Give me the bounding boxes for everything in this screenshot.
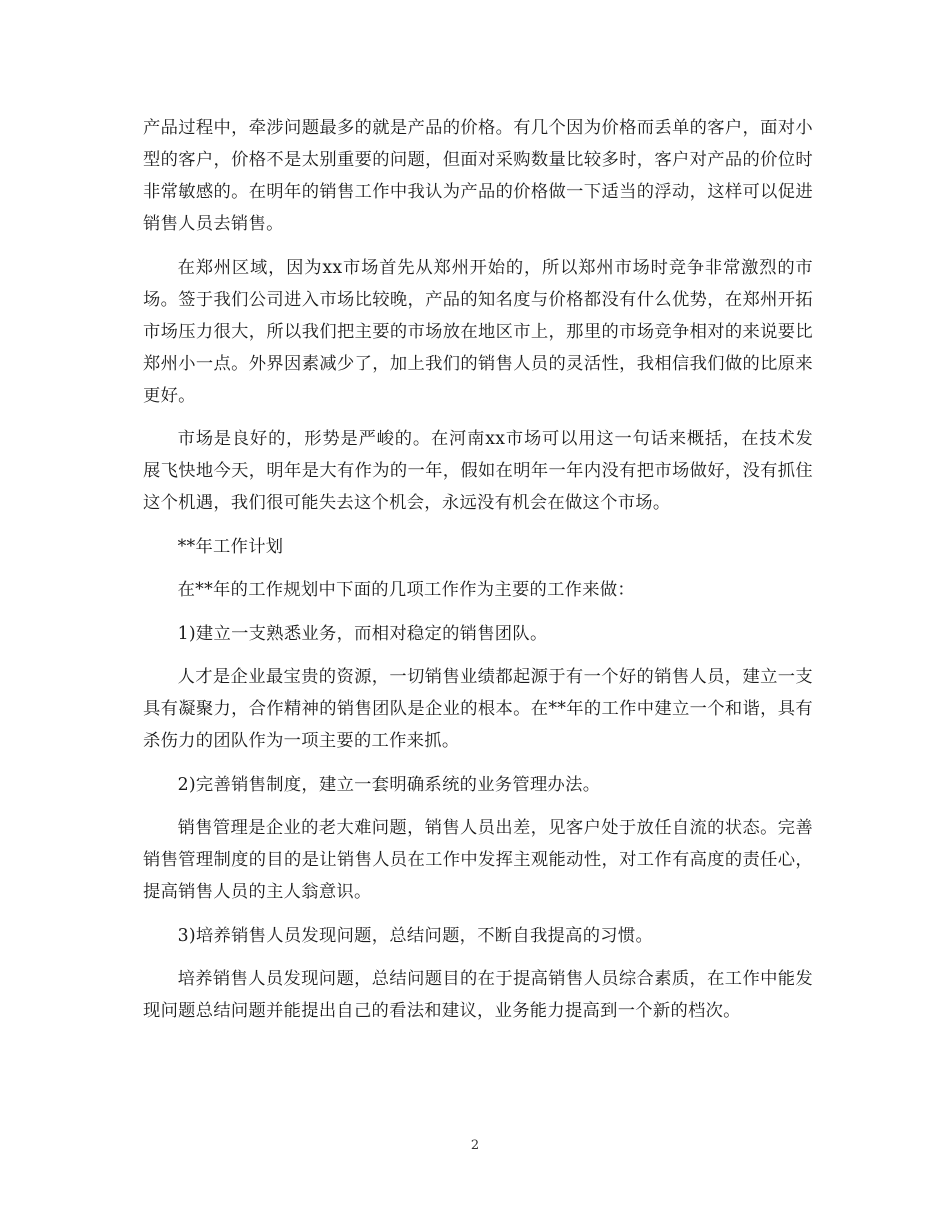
- plan-item-2-heading: 2)完善销售制度，建立一套明确系统的业务管理办法。: [177, 774, 601, 795]
- document-body: [143, 112, 813, 1039]
- plan-item-1-heading: 1)建立一支熟悉业务，而相对稳定的销售团队。: [177, 623, 548, 644]
- plan-item-3-heading: 3)培养销售人员发现问题，总结问题，不断自我提高的习惯。: [177, 925, 654, 946]
- section-heading-work-plan: **年工作计划: [177, 536, 284, 557]
- page-number: 2: [470, 1138, 480, 1153]
- paragraph-price-issue: 产品过程中，牵涉问题最多的就是产品的价格。有几个因为价格而丢单的客户，面对小型的客户，价格不是太别重要的问题，但面对采购数量比较多时，客户对产品的价位时非常敏感的。在明年的销售工作中我认为产品的价格做一下适当的浮动，这样可以促进销售人员去销售。: [143, 118, 813, 234]
- paragraph-market-outlook: 市场是良好的，形势是严峻的。在河南xx市场可以用这一句话来概括，在技术发展飞快地今天，明年是大有作为的一年，假如在明年一年内没有把市场做好，没有抓住这个机遇，我们很可能失去这个机会，永远没有机会在做这个市场。: [143, 429, 813, 513]
- paragraph-zhengzhou-market: 在郑州区域，因为xx市场首先从郑州开始的，所以郑州市场时竞争非常激烈的市场。签于我们公司进入市场比较晚，产品的知名度与价格都没有什么优势，在郑州开拓市场压力很大，所以我们把主要的市场放在地区市上，那里的市场竞争相对的来说要比郑州小一点。外界因素减少了，加上我们的销售人员的灵活性，我相信我们做的比原来更好。: [143, 257, 813, 406]
- plan-item-2-body: 销售管理是企业的老大难问题，销售人员出差，见客户处于放任自流的状态。完善销售管理制度的目的是让销售人员在工作中发挥主观能动性，对工作有高度的责任心，提高销售人员的主人翁意识。: [143, 818, 813, 902]
- paragraph-plan-intro: 在**年的工作规划中下面的几项工作作为主要的工作来做：: [177, 580, 636, 600]
- plan-item-1-body: 人才是企业最宝贵的资源，一切销售业绩都起源于有一个好的销售人员，建立一支具有凝聚力，合作精神的销售团队是企业的根本。在**年的工作中建立一个和谐，具有杀伤力的团队作为一项主要的工作来抓。: [143, 667, 813, 751]
- plan-item-3-body: 培养销售人员发现问题，总结问题目的在于提高销售人员综合素质，在工作中能发现问题总结问题并能提出自己的看法和建议，业务能力提高到一个新的档次。: [143, 969, 813, 1021]
